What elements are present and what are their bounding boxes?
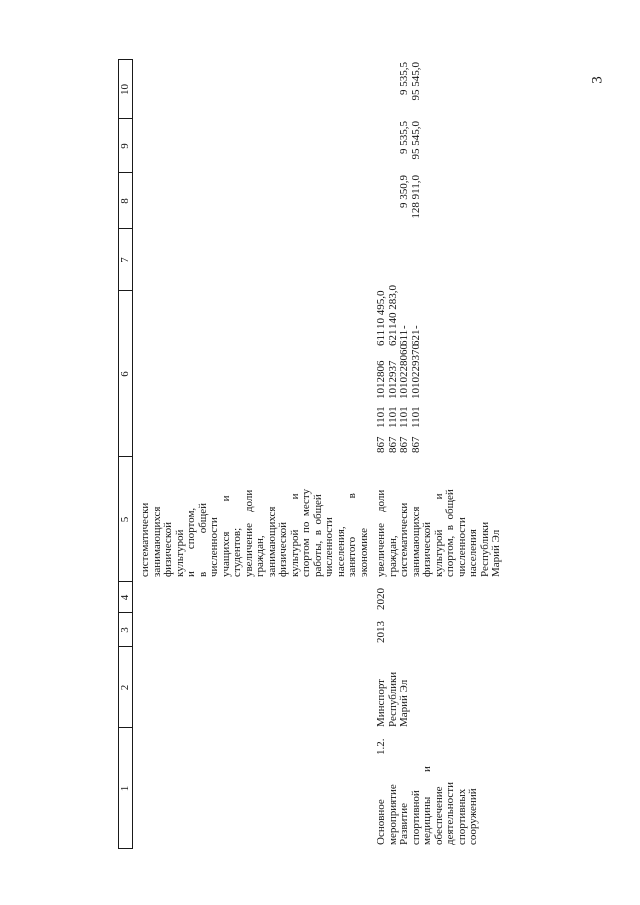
budget-grbs: 867 [375,436,387,453]
result-line: граждан, [386,535,399,577]
column-number: 4 [119,594,131,601]
name-line: Развитие [398,802,410,845]
result-line: увеличение доли [375,489,387,577]
row-executor [376,649,411,727]
budget-csr: 1010229370 [409,344,422,399]
end-year: 2020 [375,588,387,610]
budget-y2014: 140 283,0 [386,285,399,329]
budget-y2015: 9 350,9 [398,175,410,208]
description-line: населения, [334,526,347,577]
budget-y2017: 95 545,0 [409,62,422,101]
budget-y2015: 128 911,0 [409,175,422,219]
description-line: культурой [173,529,186,577]
description-line: студентов; [231,527,243,577]
column-number: 1 [119,785,131,792]
description-line: систематически [139,502,151,577]
description-line: физической [277,522,289,577]
column-number: 5 [119,516,131,523]
name-line: сооружений [467,788,479,845]
description-line: экономике [357,528,370,577]
budget-y2016: 95 545,0 [409,121,422,160]
budget-vr: 621 [409,329,422,346]
column-number: 3 [119,627,131,633]
continued-description [140,465,370,577]
result-line: населения [467,529,479,577]
budget-grbs: 867 [409,436,422,453]
description-line: численности [208,517,220,577]
description-line: культурой и [288,493,301,577]
description-line: занятого в [346,493,358,577]
name-line: спортивных [455,788,468,845]
result-line: культурой и [432,493,445,577]
budget-y2014: - [398,325,410,329]
row-name [376,767,480,845]
budget-rzpr: 1101 [375,406,387,428]
budget-grbs: 867 [386,436,399,453]
budget-rzpr: 1101 [409,406,422,428]
description-line: занимающихся [265,506,278,577]
executor-line: Республики [386,671,399,727]
budget-rzpr: 1101 [398,406,410,428]
rotated-table [118,59,623,849]
description-line: физической [162,522,174,577]
column-number: 6 [119,371,131,377]
result-line: Республики [478,521,491,577]
description-line: работы, в общей [311,494,324,577]
budget-y2014: 10 495,0 [375,290,387,329]
budget-vr: 611 [375,329,387,346]
description-line: увеличение доли [242,489,255,577]
name-line: спортивной [409,790,422,845]
description-line: учащихся и [219,495,232,577]
column-number: 7 [119,257,131,263]
budget-csr: 1012937 [386,360,399,399]
row-number: 1.2. [375,738,387,755]
executor-line: Минспорт [375,679,387,727]
column-number: 9 [119,143,131,149]
result-line: физической [421,522,433,577]
start-year: 2013 [375,621,387,643]
budget-y2017: 9 535,5 [398,62,410,95]
row-result [376,465,503,577]
name-line: обеспечение [432,786,445,845]
page-number: 3 [589,76,606,84]
description-line: спортом по месту [300,488,312,577]
header-bottom-rule [132,59,133,849]
result-line: Марий Эл [490,529,502,577]
budget-grbs: 867 [398,436,410,453]
budget-csr: 1010228060 [398,344,410,399]
column-number: 10 [119,84,131,95]
budget-csr: 1012806 [375,360,387,399]
name-line: Основное [375,799,387,845]
result-line: систематически [398,502,410,577]
budget-y2014: - [409,325,422,329]
description-line: и спортом, [185,507,197,577]
column-number: 8 [119,198,131,204]
description-line: занимающихся [150,506,163,577]
column-number: 2 [119,684,131,691]
result-line: численности [455,517,468,577]
description-line: граждан, [254,535,266,577]
name-line: мероприятие [386,784,399,845]
description-line: численности [323,517,335,577]
name-line: деятельности [444,782,456,845]
result-line: занимающихся [409,506,422,577]
description-line: в общей [196,502,209,577]
name-line: медицины и [421,766,433,845]
result-line: спортом, в общей [444,489,456,577]
budget-rzpr: 1101 [386,406,399,428]
budget-vr: 621 [386,329,399,346]
budget-y2016: 9 535,5 [398,121,410,154]
executor-line: Марий Эл [398,679,410,727]
budget-vr: 611 [398,329,410,346]
